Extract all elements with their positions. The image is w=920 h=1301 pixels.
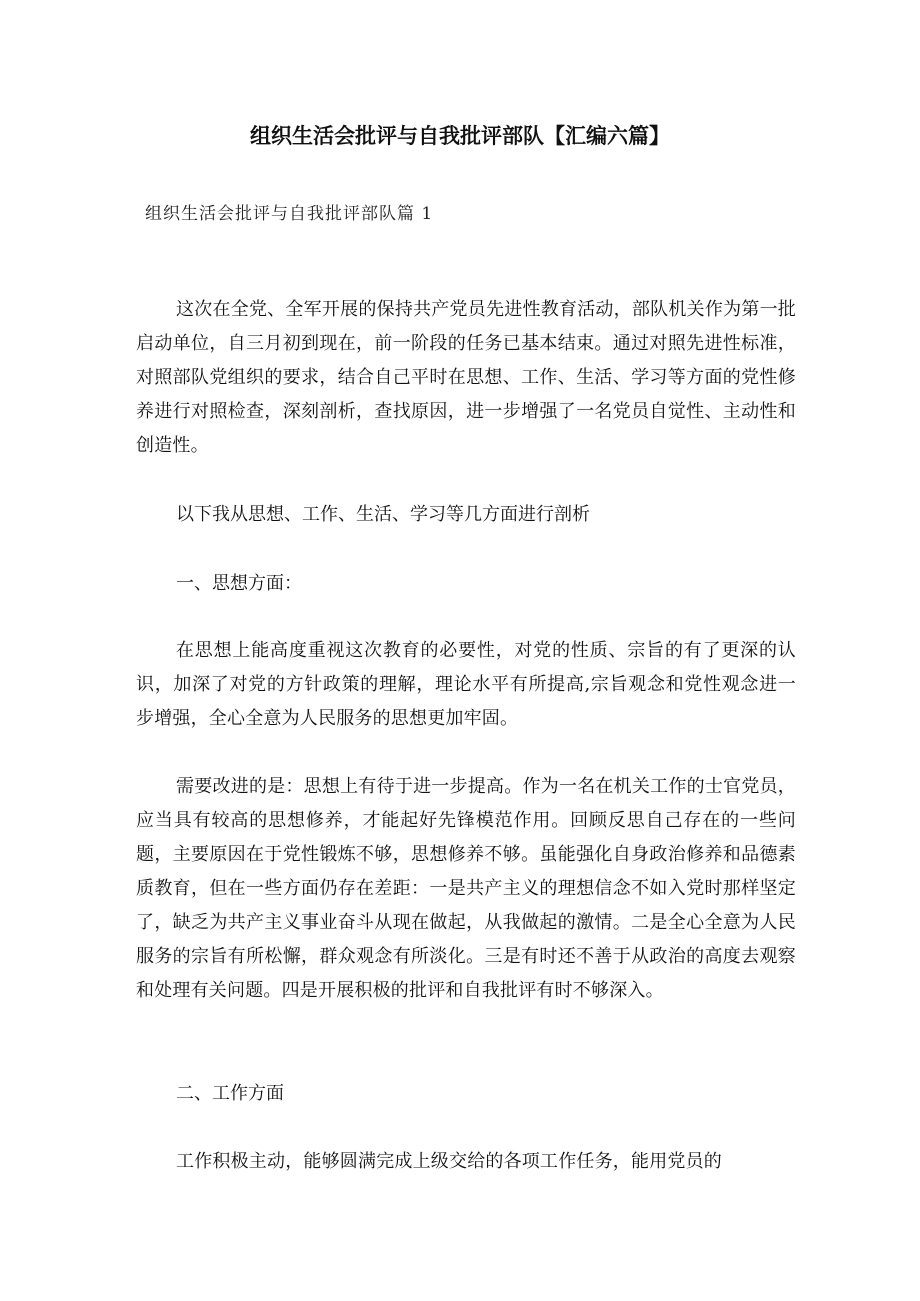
document-title: 组织生活会批评与自我批评部队【汇编六篇】 <box>250 124 670 148</box>
paragraph-outline: 以下我从思想、工作、生活、学习等几方面进行剖析 <box>176 504 590 525</box>
document-subtitle: 组织生活会批评与自我批评部队篇 1 <box>145 204 434 224</box>
paragraph-intro: 这次在全党、全军开展的保持共产党员先进性教育活动，部队机关作为第一批启动单位，自三月初到现在，前一阶段的任务已基本结束。通过对照先进性标准，对照部队党组织的要求，结合自己平时在思想、工作、生活、学习等方面的党性修养进行对照检查，深刻剖析，查找原因，进一步增强了一名党员自觉性、主动性和创造性。 <box>136 299 796 456</box>
section-heading-work: 二、工作方面 <box>176 1083 284 1104</box>
paragraph-work: 工作积极主动，能够圆满完成上级交给的各项工作任务，能用党员的 <box>176 1151 722 1172</box>
paragraph-thought: 在思想上能高度重视这次教育的必要性，对党的性质、宗旨的有了更深的认识，加深了对党的方针政策的理解，理论水平有所提高,宗旨观念和党性观念进一步增强，全心全意为人民服务的思想更加牢固。 <box>136 640 796 729</box>
section-heading-thought: 一、思想方面： <box>176 573 302 594</box>
paragraph-improvement: 需要改进的是：思想上有待于进一步提高。作为一名在机关工作的士官党员，应当具有较高的思想修养，才能起好先锋模范作用。回顾反思自己存在的一些问题，主要原因在于党性锻炼不够，思想修养不够。虽能强化自身政治修养和品德素质教育，但在一些方面仍存在差距：一是共产主义的理想信念不如入党时那样坚定了，缺乏为共产主义事业奋斗从现在做起，从我做起的激情。二是全心全意为人民服务的宗旨有所松懈，群众观念有所淡化。三是有时还不善于从政治的高度去观察和处理有关问题。四是开展积极的批评和自我批评有时不够深入。 <box>136 776 796 1001</box>
